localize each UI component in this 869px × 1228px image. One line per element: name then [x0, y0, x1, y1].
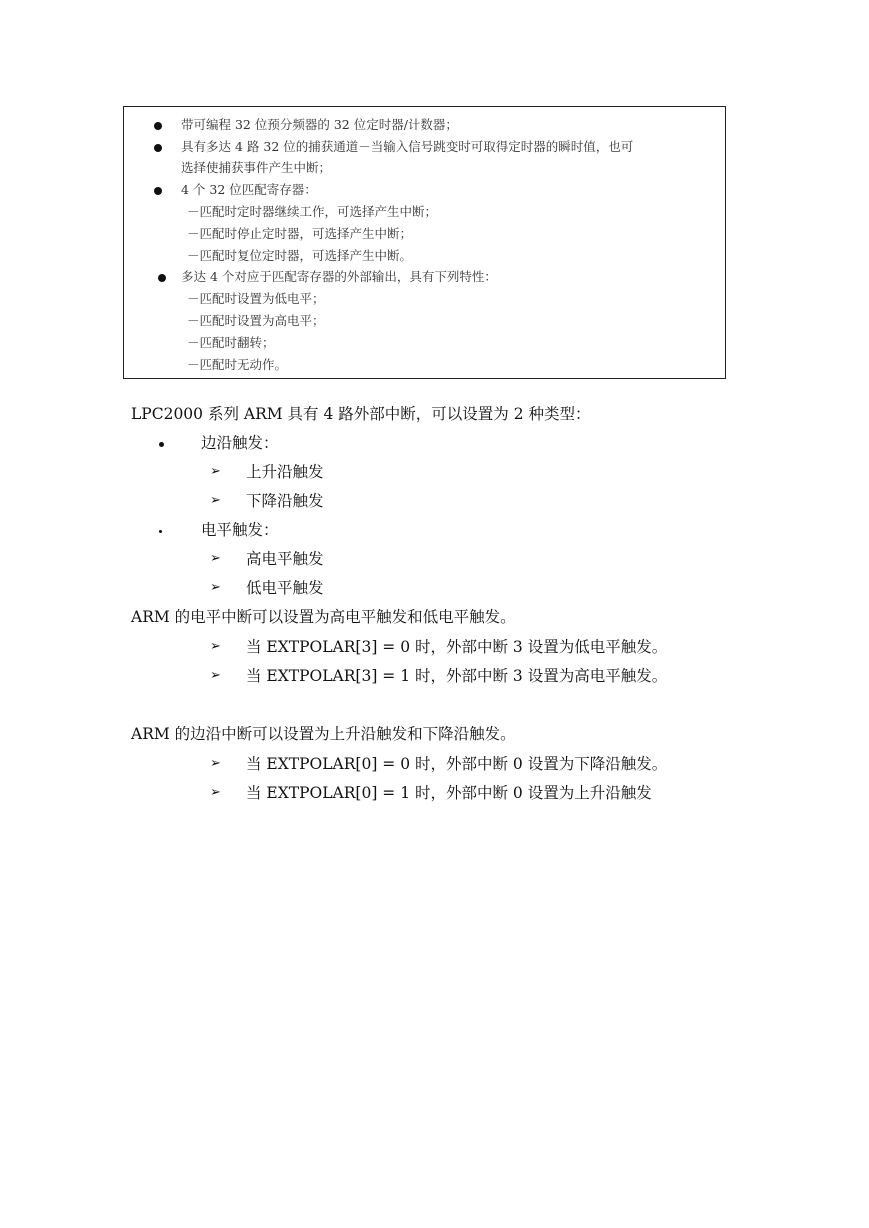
- bullet-dot-icon: [154, 122, 162, 130]
- level-low: 低电平触发: [246, 579, 324, 597]
- feature-capture-cont: 选择使捕获事件产生中断；: [181, 160, 332, 175]
- arrow-bullet-icon: ➢: [210, 551, 221, 566]
- intro-paragraph: LPC2000 系列 ARM 具有 4 路外部中断，可以设置为 2 种类型：: [131, 405, 591, 423]
- feature-match-registers: 4 个 32 位匹配寄存器：: [181, 182, 317, 197]
- output-low: －匹配时设置为低电平；: [187, 291, 325, 306]
- edge-paragraph: ARM 的边沿中断可以设置为上升沿触发和下降沿触发。: [131, 725, 516, 743]
- level-rule-0: 当 EXTPOLAR[3] = 0 时，外部中断 3 设置为低电平触发。: [246, 638, 668, 656]
- bullet-dot-icon: [154, 144, 162, 152]
- level-high: 高电平触发: [246, 550, 324, 568]
- match-stop: －匹配时停止定时器，可选择产生中断；: [187, 226, 413, 241]
- edge-falling: 下降沿触发: [246, 492, 324, 510]
- output-toggle: －匹配时翻转；: [187, 335, 275, 350]
- bullet-icon: [159, 442, 164, 447]
- match-continue: －匹配时定时器继续工作，可选择产生中断；: [187, 204, 438, 219]
- output-high: －匹配时设置为高电平；: [187, 313, 325, 328]
- edge-trigger-label: 边沿触发：: [201, 434, 279, 452]
- feature-capture: 具有多达 4 路 32 位的捕获通道－当输入信号跳变时可取得定时器的瞬时值，也可: [181, 139, 634, 154]
- arrow-bullet-icon: ➢: [210, 493, 221, 508]
- level-rule-1: 当 EXTPOLAR[3] = 1 时，外部中断 3 设置为高电平触发。: [246, 667, 668, 685]
- feature-prescaler: 带可编程 32 位预分频器的 32 位定时器/计数器；: [181, 117, 458, 132]
- arrow-bullet-icon: ➢: [210, 756, 221, 771]
- arrow-bullet-icon: ➢: [210, 668, 221, 683]
- feature-external-outputs: 多达 4 个对应于匹配寄存器的外部输出，具有下列特性：: [181, 269, 497, 284]
- edge-rule-0: 当 EXTPOLAR[0] = 0 时，外部中断 0 设置为下降沿触发。: [246, 755, 668, 773]
- bullet-icon: [159, 530, 162, 533]
- arrow-bullet-icon: ➢: [210, 785, 221, 800]
- arrow-bullet-icon: ➢: [210, 580, 221, 595]
- arrow-bullet-icon: ➢: [210, 639, 221, 654]
- level-paragraph: ARM 的电平中断可以设置为高电平触发和低电平触发。: [131, 608, 516, 626]
- bullet-dot-icon: [158, 274, 166, 282]
- bullet-dot-icon: [154, 187, 162, 195]
- level-trigger-label: 电平触发：: [201, 521, 279, 539]
- edge-rule-1: 当 EXTPOLAR[0] = 1 时，外部中断 0 设置为上升沿触发: [246, 784, 652, 802]
- match-reset: －匹配时复位定时器，可选择产生中断。: [187, 248, 413, 263]
- output-none: －匹配时无动作。: [187, 357, 288, 372]
- edge-rising: 上升沿触发: [246, 463, 324, 481]
- arrow-bullet-icon: ➢: [210, 464, 221, 479]
- timer-features-box: [123, 106, 726, 379]
